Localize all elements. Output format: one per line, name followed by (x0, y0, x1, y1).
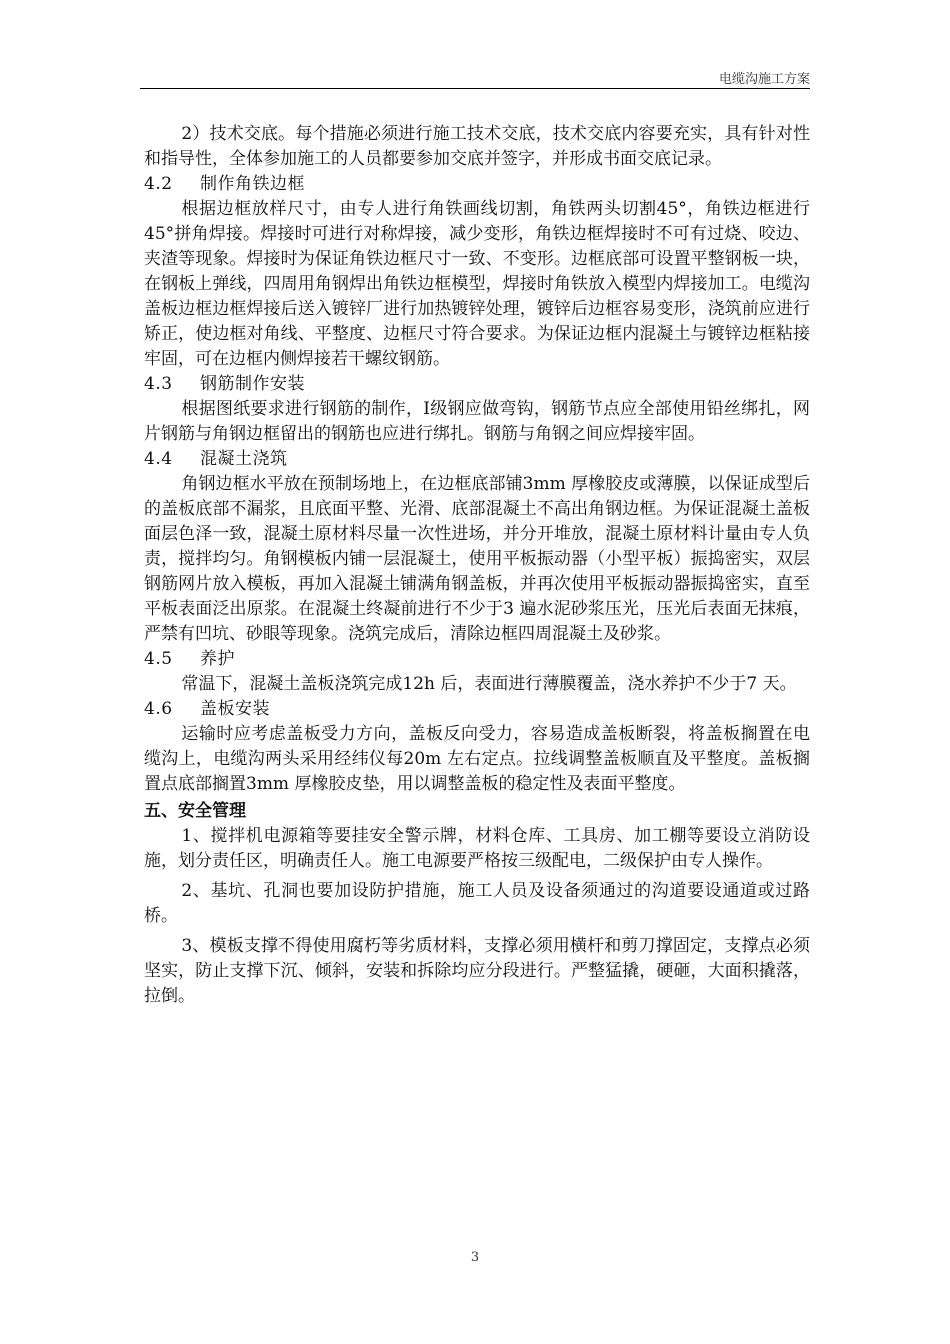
section-4-4-heading (144, 447, 810, 472)
section-number: 4.4 (144, 449, 173, 469)
section-number: 4.3 (144, 374, 173, 394)
section-title: 盖板安装 (200, 699, 270, 719)
paragraph-4-4: 角钢边框水平放在预制场地上，在边框底部铺3mm 厚橡胶皮或薄膜，以保证成型后的盖板底部不漏浆，且底面平整、光滑、底部混凝土不高出角钢边框。为保证混凝土盖板面层色泽一致，混凝土原材料尽量一次性进场，并分开堆放，混凝土原材料计量由专人负责，搅拌均匀。角钢模板内铺一层混凝土，使用平板振动器（小型平板）振捣密实，双层钢筋网片放入模板，再加入混凝土铺满角钢盖板，并再次使用平板振动器振捣密实，直至平板表面泛出原浆。在混凝土终凝前进行不少于3 遍水泥砂浆压光，压光后表面无抹痕，严禁有凹坑、砂眼等现象。浇筑完成后，清除边框四周混凝土及砂浆。 (144, 474, 810, 644)
paragraph-4-2: 根据边框放样尺寸，由专人进行角铁画线切割，角铁两头切割45°，角铁边框进行45°拼角焊接。焊接时可进行对称焊接，减少变形，角铁边框焊接时不可有过烧、咬边、夹渣等现象。焊接时为保证角铁边框尺寸一致、不变形。边框底部可设置平整钢板一块，在钢板上弹线，四周用角钢焊出角铁边框模型，焊接时角铁放入模型内焊接加工。电缆沟盖板边框边框焊接后送入镀锌厂进行加热镀锌处理，镀锌后边框容易变形，浇筑前应进行矫正，使边框对角线、平整度、边框尺寸符合要求。为保证边框内混凝土与镀锌边框粘接牢固，可在边框内侧焊接若干螺纹钢筋。 (144, 199, 810, 369)
section-4-6-heading (144, 697, 810, 722)
header-rule (140, 88, 810, 89)
paragraph-5-3: 3、模板支撑不得使用腐朽等劣质材料，支撑必须用横杆和剪刀撑固定，支撑点必须坚实，防止支撑下沉、倾斜，安装和拆除均应分段进行。严整猛撬，硬砸，大面积撬落，拉倒。 (144, 936, 810, 1006)
chapter-5-heading: 五、安全管理 (144, 801, 246, 821)
document-body (144, 122, 810, 1009)
section-4-5-heading (144, 647, 810, 672)
paragraph-4-3: 根据图纸要求进行钢筋的制作，Ⅰ级钢应做弯钩，钢筋节点应全部使用铅丝绑扎，网片钢筋与角钢边框留出的钢筋也应进行绑扎。钢筋与角钢之间应焊接牢固。 (144, 399, 810, 444)
section-title: 混凝土浇筑 (200, 449, 288, 469)
section-title: 养护 (200, 649, 235, 669)
page-header: 电缆沟施工方案 (718, 72, 810, 87)
paragraph-4-5: 常温下，混凝土盖板浇筑完成12h 后，表面进行薄膜覆盖，浇水养护不少于7 天。 (181, 674, 797, 694)
page-number: 3 (470, 1250, 480, 1265)
section-title: 制作角铁边框 (200, 174, 305, 194)
paragraph-tech-briefing: 2）技术交底。每个措施必须进行施工技术交底，技术交底内容要充实，具有针对性和指导性，全体参加施工的人员都要参加交底并签字，并形成书面交底记录。 (144, 124, 810, 169)
section-title: 钢筋制作安装 (200, 374, 305, 394)
section-4-2-heading (144, 172, 810, 197)
paragraph-5-2: 2、基坑、孔洞也要加设防护措施，施工人员及设备须通过的沟道要设通道或过路桥。 (144, 881, 810, 926)
section-number: 4.6 (144, 699, 173, 719)
section-number: 4.5 (144, 649, 173, 669)
section-4-3-heading (144, 372, 810, 397)
paragraph-4-6: 运输时应考虑盖板受力方向，盖板反向受力，容易造成盖板断裂，将盖板搁置在电缆沟上，电缆沟两头采用经纬仪每20m 左右定点。拉线调整盖板顺直及平整度。盖板搁置点底部搁置3mm 厚橡胶皮垫，用以调整盖板的稳定性及表面平整度。 (144, 724, 810, 794)
paragraph-5-1: 1、搅拌机电源箱等要挂安全警示牌，材料仓库、工具房、加工棚等要设立消防设施，划分责任区，明确责任人。施工电源要严格按三级配电，二级保护由专人操作。 (144, 826, 810, 871)
section-number: 4.2 (144, 174, 173, 194)
